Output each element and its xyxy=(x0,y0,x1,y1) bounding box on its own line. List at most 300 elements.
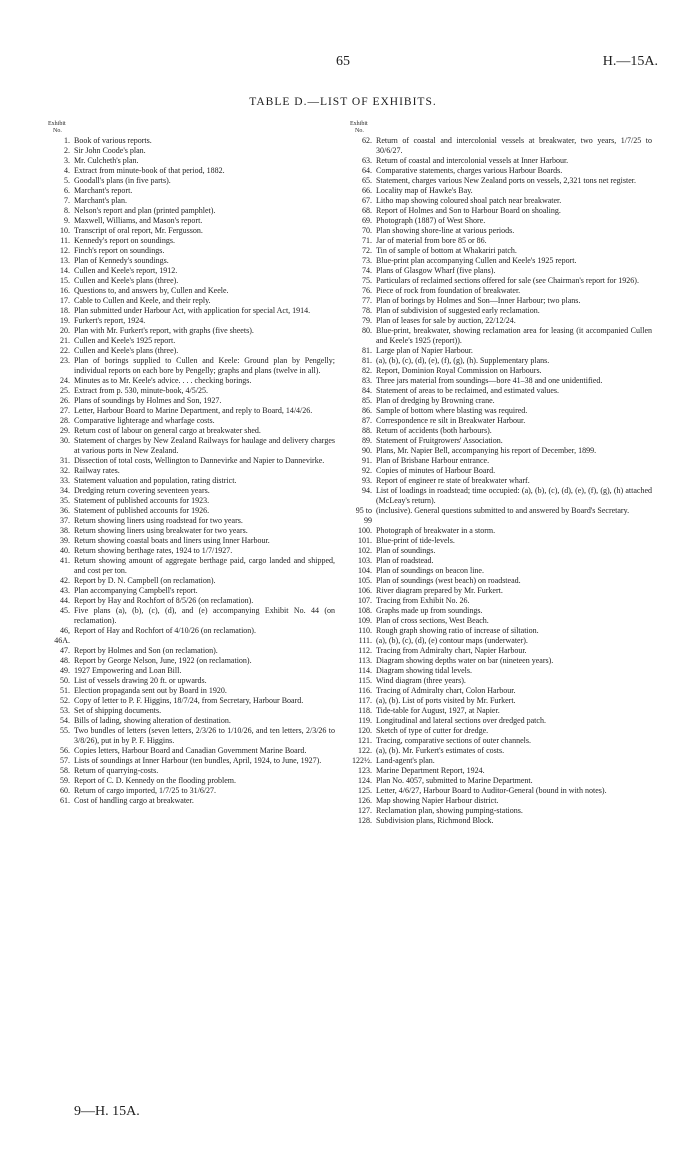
exhibit-description: Set of shipping documents. xyxy=(74,706,162,715)
exhibit-number: 81. xyxy=(362,356,372,365)
exhibit-description: Dissection of total costs, Wellington to Dannevirke and Napier to Dannevirke. xyxy=(74,456,325,465)
exhibit-entry xyxy=(350,256,652,266)
exhibit-list-left xyxy=(48,136,335,806)
exhibit-description: Tracing of Admiralty chart, Colon Harbour. xyxy=(376,686,516,695)
exhibit-description: Marchant's plan. xyxy=(74,196,127,205)
exhibit-description: Tin of sample of bottom at Whakariri patch. xyxy=(376,246,517,255)
exhibit-entry xyxy=(48,646,335,656)
exhibit-description: Blue-print of tide-levels. xyxy=(376,536,455,545)
exhibit-entry xyxy=(350,416,652,426)
exhibit-entry xyxy=(48,786,335,796)
exhibit-number: 81. xyxy=(362,346,372,355)
exhibit-description: Plan with Mr. Furkert's report, with graphs (five sheets). xyxy=(74,326,254,335)
exhibit-description: 1927 Empowering and Loan Bill. xyxy=(74,666,182,675)
exhibit-entry xyxy=(48,206,335,216)
exhibit-entry xyxy=(350,596,652,606)
exhibit-description: Statement of areas to be reclaimed, and estimated values. xyxy=(376,386,560,395)
exhibit-number: 25. xyxy=(60,386,70,395)
exhibit-number: 89. xyxy=(362,436,372,445)
exhibit-entry xyxy=(48,166,335,176)
exhibit-number: 57. xyxy=(60,756,70,765)
exhibit-description: Blue-print plan accompanying Cullen and Keele's 1925 report. xyxy=(376,256,577,265)
exhibit-number: 91. xyxy=(362,456,372,465)
exhibit-description: Tide-table for August, 1927, at Napier. xyxy=(376,706,500,715)
exhibit-number: 26. xyxy=(60,396,70,405)
exhibit-entry xyxy=(48,656,335,666)
exhibit-number: 107. xyxy=(358,596,372,605)
exhibit-entry xyxy=(350,206,652,216)
exhibit-entry xyxy=(350,576,652,586)
exhibit-description: Kennedy's report on soundings. xyxy=(74,236,175,245)
exhibit-entry xyxy=(350,666,652,676)
exhibit-number: 54. xyxy=(60,716,70,725)
exhibit-description: Report, Dominion Royal Commission on Harbours. xyxy=(376,366,542,375)
exhibit-entry xyxy=(350,686,652,696)
exhibit-entry xyxy=(350,486,652,506)
exhibit-description: Cable to Cullen and Keele, and their reply. xyxy=(74,296,211,305)
exhibit-entry xyxy=(350,196,652,206)
exhibits-column-left xyxy=(48,121,335,806)
exhibit-description: Plan of Kennedy's soundings. xyxy=(74,256,169,265)
exhibit-entry xyxy=(350,536,652,546)
exhibit-entry xyxy=(48,606,335,626)
exhibit-entry xyxy=(350,326,652,346)
exhibit-description: Marine Department Report, 1924. xyxy=(376,766,485,775)
exhibit-entry xyxy=(48,136,335,146)
exhibit-entry xyxy=(48,756,335,766)
table-title: TABLE D.—LIST OF EXHIBITS. xyxy=(249,96,437,108)
exhibit-entry xyxy=(48,546,335,556)
exhibit-description: Plan of Brisbane Harbour entrance. xyxy=(376,456,490,465)
exhibit-entry xyxy=(48,306,335,316)
exhibit-number: 65. xyxy=(362,176,372,185)
exhibit-description: Report of C. D. Kennedy on the flooding problem. xyxy=(74,776,236,785)
exhibit-number: 92. xyxy=(362,466,372,475)
exhibit-number: 39. xyxy=(60,536,70,545)
exhibit-number: 118. xyxy=(358,706,372,715)
exhibit-entry xyxy=(48,686,335,696)
exhibit-description: Report of Holmes and Son to Harbour Board on shoaling. xyxy=(376,206,561,215)
exhibit-entry xyxy=(350,266,652,276)
exhibit-description: Letter, Harbour Board to Marine Department, and reply to Board, 14/4/26. xyxy=(74,406,313,415)
exhibit-description: Return of coastal and intercolonial vessels at breakwater, two years, 1/7/25 to 30/6/27. xyxy=(376,136,652,155)
exhibit-number: 114. xyxy=(358,666,372,675)
exhibit-description: Plan of soundings on beacon line. xyxy=(376,566,484,575)
exhibit-description: Maxwell, Williams, and Mason's report. xyxy=(74,216,203,225)
exhibit-entry xyxy=(48,376,335,386)
exhibit-entry xyxy=(350,446,652,456)
exhibit-number: 120. xyxy=(358,726,372,735)
column-heading-no: No. xyxy=(355,128,364,134)
exhibit-number: 1. xyxy=(64,136,70,145)
column-heading xyxy=(350,121,652,135)
exhibit-number: 38. xyxy=(60,526,70,535)
exhibit-description: Bills of lading, showing alteration of destination. xyxy=(74,716,231,725)
exhibit-number: 100. xyxy=(358,526,372,535)
exhibit-number: 69. xyxy=(362,216,372,225)
exhibit-description: Report by George Nelson, June, 1922 (on reclamation). xyxy=(74,656,252,665)
exhibit-number: 71. xyxy=(362,236,372,245)
exhibit-entry xyxy=(48,476,335,486)
exhibit-number: 16. xyxy=(60,286,70,295)
exhibit-number: 42. xyxy=(60,576,70,585)
exhibit-number: 58. xyxy=(60,766,70,775)
exhibit-number: 47. xyxy=(60,646,70,655)
exhibit-entry xyxy=(350,746,652,756)
exhibit-entry xyxy=(48,486,335,496)
exhibit-number: 50. xyxy=(60,676,70,685)
exhibit-number: 73. xyxy=(362,256,372,265)
exhibit-number: 128. xyxy=(358,816,372,825)
exhibit-number: 34. xyxy=(60,486,70,495)
exhibit-entry xyxy=(350,616,652,626)
exhibit-number: 53. xyxy=(60,706,70,715)
exhibit-number: 66. xyxy=(362,186,372,195)
exhibit-entry xyxy=(48,276,335,286)
exhibit-number: 55. xyxy=(60,726,70,735)
exhibit-description: Dredging return covering seventeen years. xyxy=(74,486,210,495)
exhibit-entry xyxy=(350,566,652,576)
exhibit-number: 35. xyxy=(60,496,70,505)
exhibit-description: Plan of borings supplied to Cullen and Keele: Ground plan by Pengelly; individual reports on each bore by Pengelly; graphs and plans (twelve in all). xyxy=(74,356,335,375)
exhibit-description: Return showing coastal boats and liners using Inner Harbour. xyxy=(74,536,270,545)
exhibit-number: 117. xyxy=(358,696,372,705)
exhibit-number: 4. xyxy=(64,166,70,175)
exhibit-number: 31. xyxy=(60,456,70,465)
exhibit-entry xyxy=(350,456,652,466)
exhibit-number: 56. xyxy=(60,746,70,755)
exhibit-number: 15. xyxy=(60,276,70,285)
exhibit-description: Sketch of type of cutter for dredge. xyxy=(376,726,489,735)
exhibit-entry xyxy=(350,366,652,376)
exhibit-entry xyxy=(48,586,335,596)
exhibit-entry xyxy=(48,216,335,226)
exhibit-number: 46, 46A. xyxy=(54,626,70,645)
exhibit-number: 68. xyxy=(362,206,372,215)
exhibit-entry xyxy=(48,316,335,326)
exhibit-entry xyxy=(350,406,652,416)
exhibit-description: Lists of soundings at Inner Harbour (ten bundles, April, 1924, to June, 1927). xyxy=(74,756,322,765)
exhibit-entry xyxy=(48,176,335,186)
exhibit-description: Statement valuation and population, rating district. xyxy=(74,476,237,485)
exhibit-number: 18. xyxy=(60,306,70,315)
exhibit-description: Comparative statements, charges various Harbour Boards. xyxy=(376,166,563,175)
exhibit-entry xyxy=(48,516,335,526)
exhibit-description: (a), (b), (c), (d), (e), (f), (g), (h). Supplementary plans. xyxy=(376,356,550,365)
exhibit-description: Copy of letter to P. F. Higgins, 18/7/24, from Secretary, Harbour Board. xyxy=(74,696,304,705)
exhibit-description: Jar of material from bore 85 or 86. xyxy=(376,236,487,245)
exhibit-number: 43. xyxy=(60,586,70,595)
exhibit-description: Plan accompanying Campbell's report. xyxy=(74,586,198,595)
exhibit-entry xyxy=(48,796,335,806)
exhibit-number: 21. xyxy=(60,336,70,345)
exhibit-number: 101. xyxy=(358,536,372,545)
exhibit-number: 124. xyxy=(358,776,372,785)
exhibit-number: 32. xyxy=(60,466,70,475)
exhibit-entry xyxy=(48,726,335,746)
exhibit-number: 41. xyxy=(60,556,70,565)
exhibit-entry xyxy=(48,426,335,436)
exhibit-description: Return of quarrying-costs. xyxy=(74,766,159,775)
exhibit-description: Two bundles of letters (seven letters, 2/3/26 to 1/10/26, and ten letters, 2/3/26 to 3/8/26), put in by P. F. Higgins. xyxy=(74,726,335,745)
exhibit-number: 95 to 99 xyxy=(355,506,372,525)
exhibit-description: Litho map showing coloured shoal patch near breakwater. xyxy=(376,196,562,205)
exhibit-description: Marchant's report. xyxy=(74,186,133,195)
exhibit-entry xyxy=(48,146,335,156)
exhibit-description: Letter, 4/6/27, Harbour Board to Auditor-General (bound in with notes). xyxy=(376,786,607,795)
exhibit-entry xyxy=(48,386,335,396)
exhibit-entry xyxy=(350,506,652,526)
exhibit-description: Correspondence re silt in Breakwater Harbour. xyxy=(376,416,526,425)
exhibit-description: Return cost of labour on general cargo at breakwater shed. xyxy=(74,426,261,435)
exhibit-description: Railway rates. xyxy=(74,466,120,475)
exhibit-entry xyxy=(48,336,335,346)
exhibit-entry xyxy=(48,466,335,476)
exhibit-entry xyxy=(350,526,652,536)
exhibit-entry xyxy=(48,526,335,536)
exhibit-description: Extract from minute-book of that period, 1882. xyxy=(74,166,225,175)
exhibit-number: 119. xyxy=(358,716,372,725)
exhibit-number: 109. xyxy=(358,616,372,625)
exhibit-description: Large plan of Napier Harbour. xyxy=(376,346,473,355)
exhibit-number: 20. xyxy=(60,326,70,335)
exhibit-entry xyxy=(350,176,652,186)
exhibit-number: 82. xyxy=(362,366,372,375)
exhibit-number: 93. xyxy=(362,476,372,485)
exhibit-number: 111. xyxy=(358,636,372,645)
exhibit-description: Photograph of breakwater in a storm. xyxy=(376,526,496,535)
exhibit-description: Subdivision plans, Richmond Block. xyxy=(376,816,494,825)
exhibit-entry xyxy=(350,586,652,596)
exhibit-number: 72. xyxy=(362,246,372,255)
exhibit-number: 78. xyxy=(362,306,372,315)
exhibit-entry xyxy=(48,576,335,586)
exhibit-number: 84. xyxy=(362,386,372,395)
exhibit-number: 106. xyxy=(358,586,372,595)
exhibit-number: 125. xyxy=(358,786,372,795)
exhibit-description: Election propaganda sent out by Board in 1920. xyxy=(74,686,227,695)
exhibit-description: Cullen and Keele's report, 1912. xyxy=(74,266,178,275)
exhibit-number: 51. xyxy=(60,686,70,695)
exhibit-entry xyxy=(350,236,652,246)
exhibit-description: Comparative lighterage and wharfage costs. xyxy=(74,416,215,425)
exhibit-number: 105. xyxy=(358,576,372,585)
exhibits-column-right xyxy=(350,121,652,826)
exhibit-description: Cullen and Keele's 1925 report. xyxy=(74,336,176,345)
exhibit-number: 103. xyxy=(358,556,372,565)
exhibit-entry xyxy=(48,716,335,726)
exhibit-description: Wind diagram (three years). xyxy=(376,676,466,685)
exhibit-number: 74. xyxy=(362,266,372,275)
exhibit-number: 80. xyxy=(362,326,372,335)
exhibit-number: 83. xyxy=(362,376,372,385)
exhibit-entry xyxy=(350,316,652,326)
exhibit-description: (inclusive). General questions submitted to and answered by Board's Secretary. xyxy=(376,506,630,515)
footer-reference: 9—H. 15A. xyxy=(74,1104,140,1119)
exhibit-description: Plan showing shore-line at various periods. xyxy=(376,226,515,235)
exhibit-description: Plan of subdivision of suggested early reclamation. xyxy=(376,306,540,315)
exhibit-description: Report by Hay and Rochfort of 8/5/26 (on reclamation). xyxy=(74,596,254,605)
exhibit-entry xyxy=(350,606,652,616)
exhibit-entry xyxy=(350,226,652,236)
exhibit-entry xyxy=(48,246,335,256)
exhibit-number: 60. xyxy=(60,786,70,795)
exhibit-number: 36. xyxy=(60,506,70,515)
exhibit-number: 9. xyxy=(64,216,70,225)
exhibit-description: Copies letters, Harbour Board and Canadian Government Marine Board. xyxy=(74,746,307,755)
exhibit-entry xyxy=(350,346,652,356)
exhibit-description: Copies of minutes of Harbour Board. xyxy=(376,466,496,475)
exhibit-description: Tracing from Admiralty chart, Napier Harbour. xyxy=(376,646,527,655)
exhibit-number: 90. xyxy=(362,446,372,455)
exhibit-description: Return of coastal and intercolonial vessels at Inner Harbour. xyxy=(376,156,569,165)
exhibit-number: 37. xyxy=(60,516,70,525)
exhibit-number: 63. xyxy=(362,156,372,165)
exhibit-entry xyxy=(350,636,652,646)
exhibit-description: Report by D. N. Campbell (on reclamation). xyxy=(74,576,216,585)
exhibit-description: (a), (b). Mr. Furkert's estimates of costs. xyxy=(376,746,505,755)
exhibit-description: Plan of cross sections, West Beach. xyxy=(376,616,489,625)
exhibit-entry xyxy=(350,476,652,486)
exhibit-entry xyxy=(48,396,335,406)
exhibit-description: Return of accidents (both harbours). xyxy=(376,426,492,435)
exhibit-number: 77. xyxy=(362,296,372,305)
exhibit-description: Blue-print, breakwater, showing reclamation area for leasing (it accompanied Cullen and Keele's 1925 (report)). xyxy=(376,326,652,345)
exhibit-entry xyxy=(48,626,335,646)
exhibit-description: (a), (b). List of ports visited by Mr. Furkert. xyxy=(376,696,516,705)
exhibit-description: Return of cargo imported, 1/7/25 to 31/6/27. xyxy=(74,786,217,795)
exhibit-entry xyxy=(48,596,335,606)
exhibit-number: 79. xyxy=(362,316,372,325)
exhibit-number: 76. xyxy=(362,286,372,295)
exhibit-entry xyxy=(350,646,652,656)
exhibit-number: 5. xyxy=(64,176,70,185)
exhibit-entry xyxy=(350,546,652,556)
exhibit-description: Plan No. 4057, submitted to Marine Department. xyxy=(376,776,533,785)
exhibit-description: Finch's report on soundings. xyxy=(74,246,165,255)
exhibit-number: 121. xyxy=(358,736,372,745)
exhibit-description: Mr. Culcheth's plan. xyxy=(74,156,139,165)
exhibit-description: Reclamation plan, showing pumping-stations. xyxy=(376,806,523,815)
exhibit-description: Plan of leases for sale by auction, 22/12/24. xyxy=(376,316,516,325)
exhibit-description: Cullen and Keele's plans (three). xyxy=(74,276,179,285)
exhibit-entry xyxy=(350,706,652,716)
exhibit-entry xyxy=(350,766,652,776)
exhibit-description: Questions to, and answers by, Cullen and Keele. xyxy=(74,286,229,295)
column-heading-exhibit: Exhibit xyxy=(48,121,66,127)
exhibit-number: 88. xyxy=(362,426,372,435)
exhibit-number: 110. xyxy=(358,626,372,635)
exhibit-description: Statement of charges by New Zealand Railways for haulage and delivery charges at various ports in New Zealand. xyxy=(74,436,335,455)
exhibit-entry xyxy=(48,746,335,756)
exhibit-entry xyxy=(48,676,335,686)
exhibit-description: Plans of Glasgow Wharf (five plans). xyxy=(376,266,496,275)
exhibit-number: 6. xyxy=(64,186,70,195)
exhibit-description: Cullen and Keele's plans (three). xyxy=(74,346,179,355)
column-heading-exhibit: Exhibit xyxy=(350,121,368,127)
exhibit-description: Plan of dredging by Browning crane. xyxy=(376,396,495,405)
exhibit-number: 29. xyxy=(60,426,70,435)
exhibit-number: 8. xyxy=(64,206,70,215)
exhibit-entry xyxy=(350,676,652,686)
exhibit-description: List of vessels drawing 20 ft. or upwards. xyxy=(74,676,207,685)
exhibit-entry xyxy=(350,296,652,306)
page-number: 65 xyxy=(336,54,350,69)
exhibit-entry xyxy=(350,556,652,566)
exhibit-description: Return showing amount of aggregate berthage paid, cargo landed and shipped, and cost per ton. xyxy=(74,556,335,575)
exhibit-description: Book of various reports. xyxy=(74,136,152,145)
exhibit-entry xyxy=(350,726,652,736)
exhibit-entry xyxy=(48,156,335,166)
exhibit-description: Statement of published accounts for 1926. xyxy=(74,506,210,515)
exhibit-description: Report by Holmes and Son (on reclamation). xyxy=(74,646,218,655)
exhibit-number: 123. xyxy=(358,766,372,775)
exhibit-number: 12. xyxy=(60,246,70,255)
exhibit-number: 62. xyxy=(362,136,372,145)
exhibit-description: Plan of roadstead. xyxy=(376,556,434,565)
exhibit-description: Furkert's report, 1924. xyxy=(74,316,146,325)
exhibit-entry xyxy=(48,286,335,296)
exhibit-description: Nelson's report and plan (printed pamphlet). xyxy=(74,206,216,215)
exhibit-entry xyxy=(48,766,335,776)
exhibit-entry xyxy=(350,656,652,666)
exhibit-entry xyxy=(350,776,652,786)
exhibit-description: Plan of soundings (west beach) on roadstead. xyxy=(376,576,521,585)
exhibit-number: 94. xyxy=(362,486,372,495)
exhibit-description: Five plans (a), (b), (c), (d), and (e) accompanying Exhibit No. 44 (on reclamation). xyxy=(74,606,335,625)
exhibit-entry xyxy=(350,626,652,636)
exhibit-entry xyxy=(350,736,652,746)
exhibit-entry xyxy=(48,416,335,426)
exhibit-entry xyxy=(350,816,652,826)
exhibit-description: Plans, Mr. Napier Bell, accompanying his report of December, 1899. xyxy=(376,446,597,455)
exhibit-description: List of loadings in roadstead; time occupied: (a), (b), (c), (d), (e), (f), (g), (h) attached (McLeay's return). xyxy=(376,486,652,505)
exhibit-number: 87. xyxy=(362,416,372,425)
exhibit-number: 40. xyxy=(60,546,70,555)
exhibit-entry xyxy=(350,356,652,366)
exhibit-number: 24. xyxy=(60,376,70,385)
exhibit-entry xyxy=(350,376,652,386)
exhibit-description: Photograph (1887) of West Shore. xyxy=(376,216,486,225)
exhibit-entry xyxy=(48,496,335,506)
exhibit-number: 59. xyxy=(60,776,70,785)
exhibit-number: 61. xyxy=(60,796,70,805)
exhibit-entry xyxy=(350,156,652,166)
exhibit-number: 27. xyxy=(60,406,70,415)
exhibit-description: Tracing, comparative sections of outer channels. xyxy=(376,736,531,745)
exhibit-number: 126. xyxy=(358,796,372,805)
exhibit-number: 70. xyxy=(362,226,372,235)
exhibit-entry xyxy=(48,186,335,196)
exhibit-entry xyxy=(48,706,335,716)
exhibit-description: Land-agent's plan. xyxy=(376,756,435,765)
exhibit-description: Report of engineer re state of breakwater wharf. xyxy=(376,476,530,485)
exhibit-number: 49. xyxy=(60,666,70,675)
exhibit-entry xyxy=(48,256,335,266)
exhibit-entry xyxy=(48,506,335,516)
exhibit-number: 13. xyxy=(60,256,70,265)
exhibit-number: 44. xyxy=(60,596,70,605)
exhibit-entry xyxy=(350,796,652,806)
exhibit-entry xyxy=(350,286,652,296)
exhibit-description: Sample of bottom where blasting was required. xyxy=(376,406,528,415)
exhibit-number: 7. xyxy=(64,196,70,205)
exhibit-number: 75. xyxy=(362,276,372,285)
exhibit-description: Statement of published accounts for 1923. xyxy=(74,496,210,505)
exhibit-description: Goodall's plans (in five parts). xyxy=(74,176,171,185)
exhibit-entry xyxy=(350,246,652,256)
exhibit-number: 22. xyxy=(60,346,70,355)
